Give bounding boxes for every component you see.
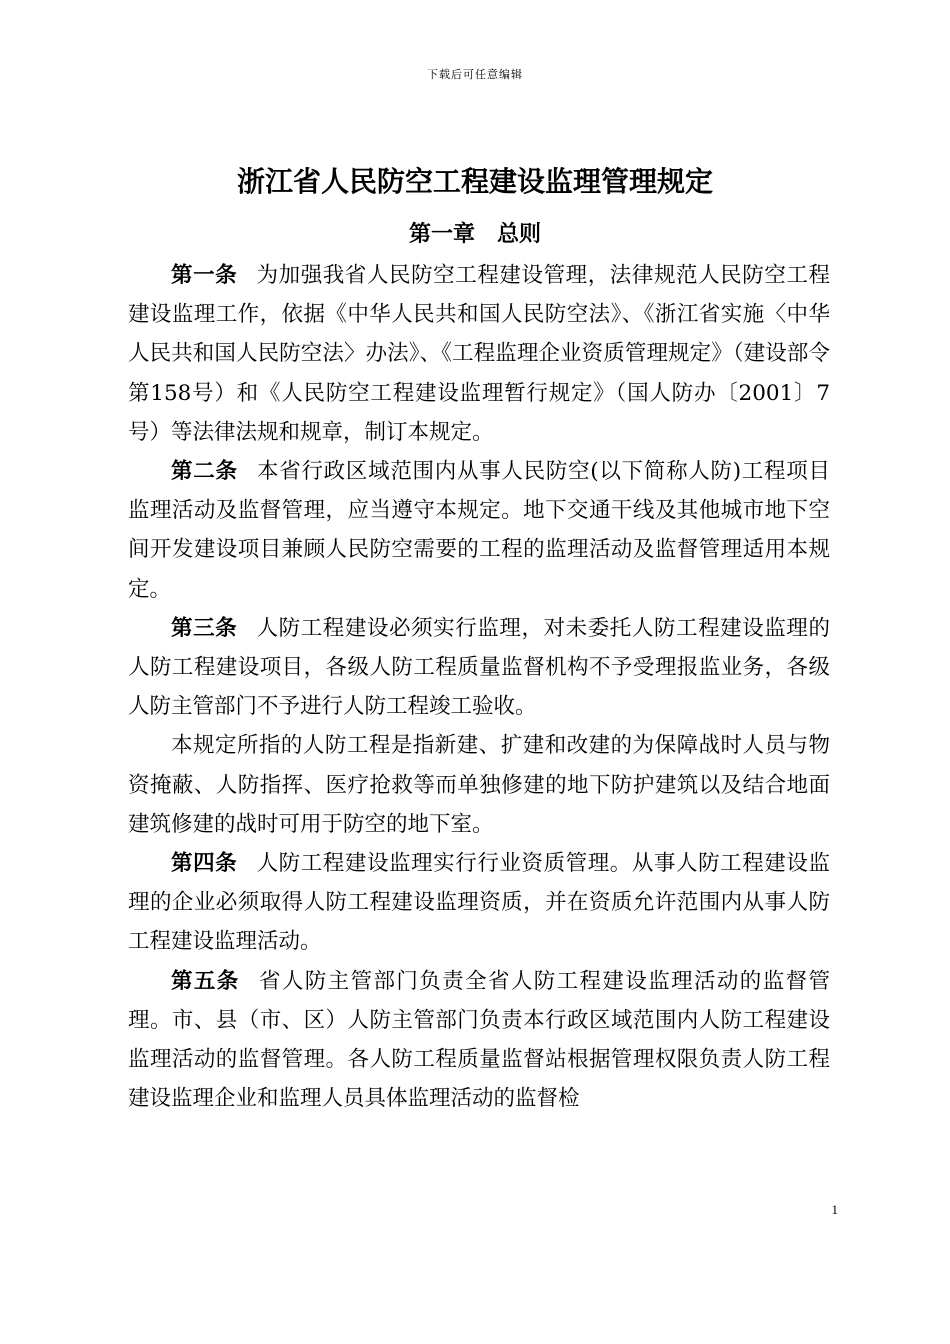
article-paragraph	[128, 726, 830, 844]
article-label: 第五条	[171, 968, 240, 994]
document-body	[128, 256, 830, 1118]
article-text: 为加强我省人民防空工程建设管理，法律规范人民防空工程建设监理工作，依据《中华人民共和国人民防空法》、《浙江省实施〈中华人民共和国人民防空法〉办法》、《工程监理企业资质管理规定》（建设部令第158号）和《人民防空工程建设监理暂行规定》（国人防办〔2001〕7号）等法律法规和规章，制订本规定。	[128, 263, 830, 445]
article-label: 第二条	[171, 459, 238, 485]
article-paragraph	[128, 452, 830, 609]
header-note: 下载后可任意编辑	[427, 68, 523, 81]
article-paragraph	[128, 844, 830, 962]
article-label: 第四条	[171, 851, 238, 877]
article-paragraph	[128, 609, 830, 727]
chapter-heading: 第一章 总则	[408, 222, 541, 247]
article-text: 省人防主管部门负责全省人防工程建设监理活动的监督管理。市、县（市、区）人防主管部门负责本行政区域范围内人防工程建设监理活动的监督管理。各人防工程质量监督站根据管理权限负责人防工程建设监理企业和监理人员具体监理活动的监督检	[128, 968, 830, 1112]
article-label: 第一条	[171, 263, 238, 288]
page-number: 1	[831, 1202, 838, 1217]
article-text: 人防工程建设必须实行监理，对未委托人防工程建设监理的人防工程建设项目，各级人防工程质量监督机构不予受理报监业务，各级人防主管部门不予进行人防工程竣工验收。	[128, 615, 830, 720]
document-title: 浙江省人民防空工程建设监理管理规定	[236, 165, 713, 198]
article-paragraph	[128, 256, 830, 452]
article-paragraph	[128, 962, 830, 1119]
article-text: 人防工程建设监理实行行业资质管理。从事人防工程建设监理的企业必须取得人防工程建设监理资质，并在资质允许范围内从事人防工程建设监理活动。	[128, 851, 830, 955]
article-text: 本规定所指的人防工程是指新建、扩建和改建的为保障战时人员与物资掩蔽、人防指挥、医疗抢救等而单独修建的地下防护建筑以及结合地面建筑修建的战时可用于防空的地下室。	[128, 733, 830, 837]
article-text: 本省行政区域范围内从事人民防空(以下简称人防)工程项目监理活动及监督管理，应当遵守本规定。地下交通干线及其他城市地下空间开发建设项目兼顾人民防空需要的工程的监理活动及监督管理适用本规定。	[128, 459, 830, 602]
article-label: 第三条	[171, 615, 238, 641]
